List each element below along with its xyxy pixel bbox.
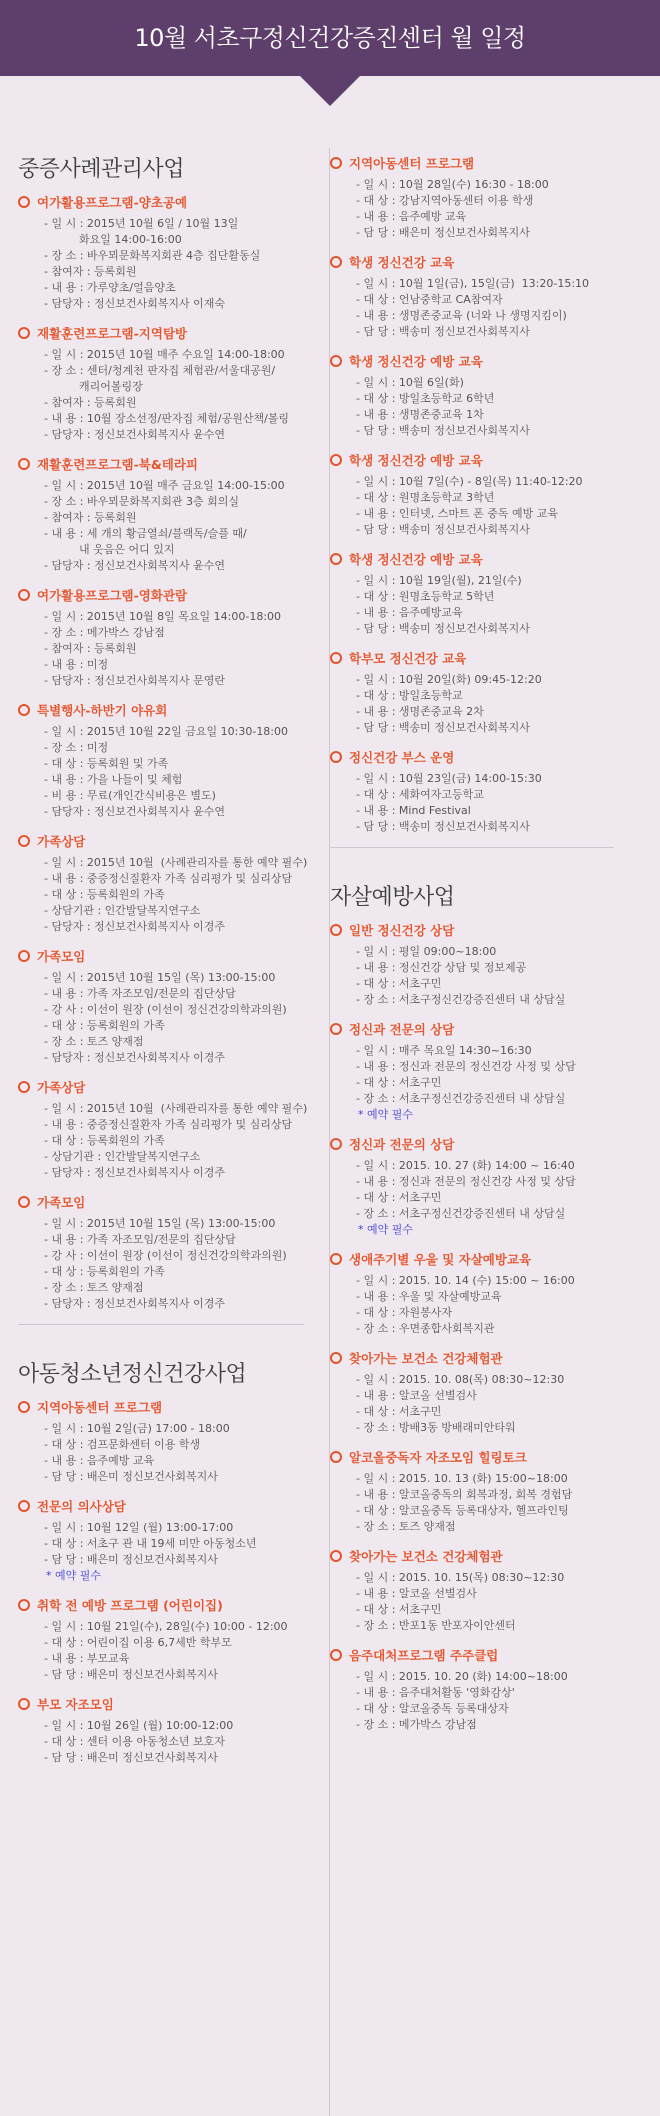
detail-line: - 일 시 : 2015년 10월 15일 (목) 13:00-15:00 bbox=[44, 971, 276, 984]
circle-bullet-icon bbox=[330, 1023, 342, 1035]
program-title bbox=[330, 1135, 620, 1153]
detail-line: - 내 용 : Mind Festival bbox=[356, 804, 471, 817]
detail-line: - 장 소 : 메가박스 강남점 bbox=[356, 1718, 477, 1731]
program-title bbox=[18, 586, 310, 604]
program-title-text: 부모 자조모임 bbox=[37, 1697, 114, 1712]
program-title-text: 여가활용프로그램-영화관람 bbox=[37, 588, 188, 603]
detail-line: - 일 시 : 2015. 10. 14 (수) 15:00 ~ 16:00 bbox=[356, 1274, 575, 1287]
detail-line: - 내 용 : 정신과 전문의 정신건강 사정 및 상담 bbox=[356, 1175, 576, 1188]
program-item bbox=[18, 324, 310, 443]
program-title bbox=[330, 1646, 620, 1664]
program-title bbox=[18, 324, 310, 342]
detail-line: - 내 용 : 가족 자조모임/전문의 집단상담 bbox=[44, 1233, 236, 1246]
circle-bullet-icon bbox=[330, 355, 342, 367]
program-details bbox=[330, 1158, 620, 1238]
detail-line: - 일 시 : 10월 19일(월), 21일(수) bbox=[356, 574, 522, 587]
program-title-text: 취학 전 예방 프로그램 (어린이집) bbox=[37, 1598, 223, 1613]
detail-line: 내 웃음은 어디 있지 bbox=[44, 543, 175, 556]
circle-bullet-icon bbox=[330, 924, 342, 936]
program-title-text: 찾아가는 보건소 건강체험관 bbox=[349, 1351, 503, 1366]
detail-line: - 장 소 : 바우뫼문화복지회관 4층 집단활동실 bbox=[44, 249, 261, 262]
detail-line: - 대 상 : 원명초등학교 3학년 bbox=[356, 491, 495, 504]
program-details bbox=[18, 970, 310, 1066]
program-title-text: 지역아동센터 프로그램 bbox=[37, 1400, 163, 1415]
program-details bbox=[18, 1520, 310, 1584]
program-item bbox=[18, 701, 310, 820]
program-details bbox=[330, 573, 620, 637]
program-details bbox=[18, 855, 310, 935]
detail-line: - 대 상 : 등록회원의 가족 bbox=[44, 1019, 165, 1032]
schedule-columns bbox=[0, 76, 660, 1778]
program-title bbox=[18, 193, 310, 211]
circle-bullet-icon bbox=[330, 256, 342, 268]
section-divider bbox=[330, 847, 614, 848]
circle-bullet-icon bbox=[18, 1196, 30, 1208]
program-item bbox=[330, 352, 620, 439]
program-item bbox=[330, 1250, 620, 1337]
detail-line: - 일 시 : 2015년 10월 22일 금요일 10:30-18:00 bbox=[44, 725, 289, 738]
program-title bbox=[330, 253, 620, 271]
program-item bbox=[18, 1398, 310, 1485]
program-details bbox=[330, 1669, 620, 1733]
detail-line: - 담당자 : 정신보건사회복지사 이재숙 bbox=[44, 297, 226, 310]
program-title bbox=[330, 1547, 620, 1565]
program-title-text: 가족모임 bbox=[37, 949, 86, 964]
program-item bbox=[330, 1135, 620, 1238]
detail-line: - 대 상 : 자원봉사자 bbox=[356, 1306, 453, 1319]
program-title-text: 일반 정신건강 상담 bbox=[349, 923, 455, 938]
circle-bullet-icon bbox=[18, 458, 30, 470]
detail-line: - 대 상 : 서초구민 bbox=[356, 977, 442, 990]
circle-bullet-icon bbox=[18, 196, 30, 208]
detail-line: - 비 용 : 무료(개인간식비용은 별도) bbox=[44, 789, 216, 802]
detail-line: - 장 소 : 서초구정신건강증진센터 내 상담실 bbox=[356, 1092, 566, 1105]
program-title bbox=[18, 947, 310, 965]
program-title bbox=[18, 1398, 310, 1416]
detail-line: - 장 소 : 우면종합사회복지관 bbox=[356, 1322, 495, 1335]
detail-line: - 담 당 : 백송미 정신보건사회복지사 bbox=[356, 721, 530, 734]
circle-bullet-icon bbox=[330, 157, 342, 169]
detail-line: - 대 상 : 알코올중독 등록대상자, 헬프라인팅 bbox=[356, 1504, 569, 1517]
program-title-text: 학생 정신건강 예방 교육 bbox=[349, 453, 483, 468]
detail-line: - 담당자 : 정신보건사회복지사 이경주 bbox=[44, 1297, 226, 1310]
program-item bbox=[18, 947, 310, 1066]
detail-line: - 대 상 : 방일초등학교 6학년 bbox=[356, 392, 495, 405]
program-item bbox=[330, 649, 620, 736]
detail-line: - 장 소 : 토즈 양재점 bbox=[356, 1520, 456, 1533]
detail-line: - 일 시 : 10월 7일(수) - 8일(목) 11:40-12:20 bbox=[356, 475, 583, 488]
program-title bbox=[330, 451, 620, 469]
detail-line: - 일 시 : 2015. 10. 13 (화) 15:00~18:00 bbox=[356, 1472, 568, 1485]
program-item bbox=[330, 1020, 620, 1123]
detail-line: - 내 용 : 알코올 선별검사 bbox=[356, 1389, 477, 1402]
detail-line: - 대 상 : 방일초등학교 bbox=[356, 689, 463, 702]
program-title bbox=[18, 1695, 310, 1713]
detail-line: - 내 용 : 가을 나들이 및 체험 bbox=[44, 773, 183, 786]
program-title bbox=[330, 649, 620, 667]
detail-line: - 장 소 : 바우뫼문화복지회관 3층 회의실 bbox=[44, 495, 240, 508]
program-title bbox=[18, 1596, 310, 1614]
circle-bullet-icon bbox=[330, 1138, 342, 1150]
detail-line: - 내 용 : 정신건강 상담 및 정보제공 bbox=[356, 961, 527, 974]
detail-line: - 담당자 : 정신보건사회복지사 문영란 bbox=[44, 674, 226, 687]
circle-bullet-icon bbox=[330, 454, 342, 466]
page-title: 10월 서초구정신건강증진센터 월 일정 bbox=[134, 24, 526, 52]
detail-line: - 장 소 : 토즈 양재점 bbox=[44, 1035, 144, 1048]
program-details bbox=[18, 1718, 310, 1766]
program-item bbox=[330, 253, 620, 340]
program-details bbox=[18, 724, 310, 820]
detail-line: - 담 당 : 배은미 정신보건사회복지사 bbox=[44, 1470, 218, 1483]
program-title bbox=[330, 154, 620, 172]
detail-line: - 대 상 : 센터 이용 아동청소년 보호자 bbox=[44, 1735, 225, 1748]
detail-line: 화요일 14:00-16:00 bbox=[44, 233, 182, 246]
program-title-text: 음주대처프로그램 주주클럽 bbox=[349, 1648, 499, 1663]
program-details bbox=[18, 1216, 310, 1312]
detail-line: - 내 용 : 음주대처활동 '영화감상' bbox=[356, 1686, 515, 1699]
program-title-text: 가족모임 bbox=[37, 1195, 86, 1210]
detail-line: - 일 시 : 매주 목요일 14:30~16:30 bbox=[356, 1044, 532, 1057]
detail-line: - 참여자 : 등록회원 bbox=[44, 511, 137, 524]
detail-line: - 대 상 : 강남지역아동센터 이용 학생 bbox=[356, 194, 534, 207]
program-details bbox=[330, 1570, 620, 1634]
program-title-text: 여가활용프로그램-양초공예 bbox=[37, 195, 188, 210]
header-banner bbox=[0, 0, 660, 76]
program-title-text: 정신과 전문의 상담 bbox=[349, 1022, 455, 1037]
detail-line: - 대 상 : 알코올중독 등록대상자 bbox=[356, 1702, 509, 1715]
program-details bbox=[330, 1273, 620, 1337]
detail-line: - 내 용 : 알코올중독의 회복과정, 회복 경험담 bbox=[356, 1488, 573, 1501]
detail-line: 캐리어볼링장 bbox=[44, 380, 143, 393]
program-item bbox=[330, 1646, 620, 1733]
detail-line: - 일 시 : 10월 23일(금) 14:00-15:30 bbox=[356, 772, 542, 785]
detail-line: - 담 당 : 백송미 정신보건사회복지사 bbox=[356, 820, 530, 833]
detail-line: - 담당자 : 정신보건사회복지사 윤수연 bbox=[44, 428, 226, 441]
detail-line: - 대 상 : 서초구민 bbox=[356, 1076, 442, 1089]
program-title bbox=[18, 1078, 310, 1096]
program-title-text: 학생 정신건강 교육 bbox=[349, 255, 455, 270]
program-title-text: 정신과 전문의 상담 bbox=[349, 1137, 455, 1152]
detail-line: - 일 시 : 10월 6일(화) bbox=[356, 376, 464, 389]
detail-line: - 내 용 : 우울 및 자살예방교육 bbox=[356, 1290, 502, 1303]
detail-line: - 장 소 : 메가박스 강남점 bbox=[44, 626, 165, 639]
detail-line: - 담 당 : 백송미 정신보건사회복지사 bbox=[356, 325, 530, 338]
detail-line: - 대 상 : 원명초등학교 5학년 bbox=[356, 590, 495, 603]
program-title-text: 가족상담 bbox=[37, 1080, 86, 1095]
section-divider bbox=[18, 1324, 304, 1325]
program-title-text: 알코올중독자 자조모임 힐링토크 bbox=[349, 1450, 527, 1465]
program-title bbox=[18, 701, 310, 719]
circle-bullet-icon bbox=[330, 1451, 342, 1463]
detail-line: - 내 용 : 세 개의 황금열쇠/블랙독/슬플 때/ bbox=[44, 527, 247, 540]
program-title-text: 전문의 의사상담 bbox=[37, 1499, 126, 1514]
detail-line: - 내 용 : 생명존중교육 2차 bbox=[356, 705, 484, 718]
program-details bbox=[330, 1471, 620, 1535]
detail-line: - 대 상 : 검프문화센터 이용 학생 bbox=[44, 1438, 201, 1451]
left-column bbox=[0, 76, 310, 1778]
program-title-text: 학생 정신건강 예방 교육 bbox=[349, 552, 483, 567]
detail-line: - 담당자 : 정신보건사회복지사 이경주 bbox=[44, 920, 226, 933]
circle-bullet-icon bbox=[18, 1698, 30, 1710]
program-details bbox=[18, 478, 310, 574]
detail-line: - 참여자 : 등록회원 bbox=[44, 642, 137, 655]
detail-line: - 내 용 : 가루양초/얼음양초 bbox=[44, 281, 176, 294]
circle-bullet-icon bbox=[18, 327, 30, 339]
program-details bbox=[330, 771, 620, 835]
program-title bbox=[330, 1250, 620, 1268]
detail-line: - 일 시 : 10월 21일(수), 28일(수) 10:00 - 12:00 bbox=[44, 1620, 288, 1633]
detail-line: - 일 시 : 2015. 10. 27 (화) 14:00 ~ 16:40 bbox=[356, 1159, 575, 1172]
detail-line: - 담 당 : 배은미 정신보건사회복지사 bbox=[356, 226, 530, 239]
program-title bbox=[330, 921, 620, 939]
detail-line: - 일 시 : 2015년 10월 매주 수요일 14:00-18:00 bbox=[44, 348, 285, 361]
program-title bbox=[18, 1497, 310, 1515]
program-title bbox=[330, 1020, 620, 1038]
detail-line: - 담 당 : 백송미 정신보건사회복지사 bbox=[356, 622, 530, 635]
program-title bbox=[330, 352, 620, 370]
program-item bbox=[330, 1547, 620, 1634]
detail-line: - 강 사 : 이선이 원장 (이선이 정신건강의학과의원) bbox=[44, 1249, 287, 1262]
program-title bbox=[18, 1193, 310, 1211]
program-details bbox=[18, 347, 310, 443]
program-item bbox=[330, 154, 620, 241]
detail-line: - 담 당 : 배은미 정신보건사회복지사 bbox=[44, 1668, 218, 1681]
circle-bullet-icon bbox=[330, 652, 342, 664]
program-details bbox=[18, 216, 310, 312]
detail-line: - 담 당 : 백송미 정신보건사회복지사 bbox=[356, 523, 530, 536]
program-item bbox=[18, 1078, 310, 1181]
detail-line: - 일 시 : 10월 20일(화) 09:45-12:20 bbox=[356, 673, 542, 686]
circle-bullet-icon bbox=[330, 1550, 342, 1562]
circle-bullet-icon bbox=[18, 1401, 30, 1413]
circle-bullet-icon bbox=[18, 589, 30, 601]
detail-line: - 장 소 : 센터/청계천 판자집 체험관/서울대공원/ bbox=[44, 364, 276, 377]
program-title bbox=[330, 550, 620, 568]
detail-line: - 장 소 : 반포1동 반포자이안센터 bbox=[356, 1619, 516, 1632]
program-title-text: 특별행사-하반기 야유회 bbox=[37, 703, 168, 718]
detail-line: - 일 시 : 10월 26일 (월) 10:00-12:00 bbox=[44, 1719, 234, 1732]
detail-line: - 대 상 : 등록회원의 가족 bbox=[44, 1265, 165, 1278]
program-item bbox=[330, 1448, 620, 1535]
detail-line: - 일 시 : 2015. 10. 08(목) 08:30~12:30 bbox=[356, 1373, 565, 1386]
detail-line: - 대 상 : 서초구민 bbox=[356, 1405, 442, 1418]
circle-bullet-icon bbox=[18, 1081, 30, 1093]
circle-bullet-icon bbox=[18, 835, 30, 847]
detail-line: - 일 시 : 2015년 10월 6일 / 10월 13일 bbox=[44, 217, 239, 230]
circle-bullet-icon bbox=[330, 751, 342, 763]
program-details bbox=[330, 375, 620, 439]
program-title-text: 생애주기별 우울 및 자살예방교육 bbox=[349, 1252, 532, 1267]
program-details bbox=[330, 1043, 620, 1123]
program-title-text: 학생 정신건강 예방 교육 bbox=[349, 354, 483, 369]
detail-line: - 대 상 : 서초구민 bbox=[356, 1603, 442, 1616]
detail-line: - 내 용 : 생명존중교육 1차 bbox=[356, 408, 484, 421]
detail-line: - 장 소 : 미정 bbox=[44, 741, 109, 754]
detail-line: - 내 용 : 미정 bbox=[44, 658, 109, 671]
program-details bbox=[330, 474, 620, 538]
detail-line: - 일 시 : 2015년 10월 (사례관리자를 통한 예약 필수) bbox=[44, 1102, 308, 1115]
detail-line: - 담당자 : 정신보건사회복지사 이경주 bbox=[44, 1051, 226, 1064]
detail-line: - 담당자 : 정신보건사회복지사 윤수연 bbox=[44, 559, 226, 572]
program-item bbox=[18, 1497, 310, 1584]
detail-line: - 담 당 : 배은미 정신보건사회복지사 bbox=[44, 1751, 218, 1764]
column-divider bbox=[329, 148, 330, 2116]
program-details bbox=[18, 609, 310, 689]
detail-line: - 내 용 : 생명존중교육 (너와 나 생명지킴이) bbox=[356, 309, 567, 322]
detail-line: - 대 상 : 등록회원의 가족 bbox=[44, 1134, 165, 1147]
detail-line: - 담 당 : 백송미 정신보건사회복지사 bbox=[356, 424, 530, 437]
program-item bbox=[18, 193, 310, 312]
program-item bbox=[330, 550, 620, 637]
circle-bullet-icon bbox=[330, 1253, 342, 1265]
detail-line: - 일 시 : 10월 1일(금), 15일(금) 13:20-15:10 bbox=[356, 277, 590, 290]
program-title-text: 학부모 정신건강 교육 bbox=[349, 651, 467, 666]
program-title-text: 지역아동센터 프로그램 bbox=[349, 156, 475, 171]
circle-bullet-icon bbox=[18, 704, 30, 716]
section-title: 아동청소년정신건강사업 bbox=[18, 1362, 247, 1387]
detail-line: - 일 시 : 10월 28일(수) 16:30 - 18:00 bbox=[356, 178, 549, 191]
circle-bullet-icon bbox=[18, 950, 30, 962]
program-title-text: 가족상담 bbox=[37, 834, 86, 849]
detail-line: - 대 상 : 언남중학교 CA참여자 bbox=[356, 293, 503, 306]
detail-line: - 담당자 : 정신보건사회복지사 이경주 bbox=[44, 1166, 226, 1179]
detail-line: - 대 상 : 등록회원의 가족 bbox=[44, 888, 165, 901]
section-title: 자살예방사업 bbox=[330, 885, 455, 910]
detail-line: - 대 상 : 세화여자고등학교 bbox=[356, 788, 484, 801]
program-item bbox=[330, 921, 620, 1008]
program-item bbox=[330, 748, 620, 835]
circle-bullet-icon bbox=[18, 1599, 30, 1611]
detail-line: - 내 용 : 중증정신질환자 가족 심리평가 및 심리상담 bbox=[44, 872, 293, 885]
program-details bbox=[330, 672, 620, 736]
circle-bullet-icon bbox=[330, 553, 342, 565]
program-title bbox=[18, 455, 310, 473]
reservation-note: * 예약 필수 bbox=[46, 1569, 101, 1582]
reservation-note: * 예약 필수 bbox=[358, 1223, 413, 1236]
detail-line: - 대 상 : 서초구민 bbox=[356, 1191, 442, 1204]
reservation-note: * 예약 필수 bbox=[358, 1108, 413, 1121]
detail-line: - 일 시 : 평일 09:00~18:00 bbox=[356, 945, 497, 958]
detail-line: - 참여자 : 등록회원 bbox=[44, 396, 137, 409]
program-title bbox=[330, 1349, 620, 1367]
program-details bbox=[18, 1101, 310, 1181]
detail-line: - 내 용 : 음주예방 교육 bbox=[44, 1454, 155, 1467]
detail-line: - 장 소 : 방배3동 방배래미안타워 bbox=[356, 1421, 516, 1434]
program-details bbox=[18, 1619, 310, 1683]
program-title bbox=[330, 1448, 620, 1466]
detail-line: - 일 시 : 2015년 10월 (사례관리자를 통한 예약 필수) bbox=[44, 856, 308, 869]
detail-line: - 장 소 : 토즈 양재점 bbox=[44, 1281, 144, 1294]
detail-line: - 내 용 : 음주예방 교육 bbox=[356, 210, 467, 223]
section-title: 중증사례관리사업 bbox=[18, 157, 185, 182]
detail-line: - 내 용 : 중증정신질환자 가족 심리평가 및 심리상담 bbox=[44, 1118, 293, 1131]
program-title-text: 재활훈련프로그램-북&테라피 bbox=[37, 457, 198, 472]
detail-line: - 내 용 : 부모교육 bbox=[44, 1652, 130, 1665]
detail-line: - 상담기관 : 인간발달복지연구소 bbox=[44, 1150, 201, 1163]
detail-line: - 일 시 : 2015년 10월 매주 금요일 14:00-15:00 bbox=[44, 479, 285, 492]
detail-line: - 장 소 : 서초구정신건강증진센터 내 상담실 bbox=[356, 993, 566, 1006]
program-item bbox=[330, 1349, 620, 1436]
detail-line: - 담 당 : 배은미 정신보건사회복지사 bbox=[44, 1553, 218, 1566]
detail-line: - 내 용 : 가족 자조모임/전문의 집단상담 bbox=[44, 987, 236, 1000]
detail-line: - 일 시 : 10월 12일 (월) 13:00-17:00 bbox=[44, 1521, 234, 1534]
detail-line: - 대 상 : 어린이집 이용 6,7세반 학부모 bbox=[44, 1636, 232, 1649]
program-item bbox=[18, 1596, 310, 1683]
right-column bbox=[310, 76, 620, 1778]
detail-line: - 일 시 : 2015년 10월 8일 목요일 14:00-18:00 bbox=[44, 610, 282, 623]
program-item bbox=[18, 586, 310, 689]
program-details bbox=[330, 1372, 620, 1436]
program-item bbox=[18, 1193, 310, 1312]
program-title bbox=[330, 748, 620, 766]
detail-line: - 일 시 : 2015년 10월 15일 (목) 13:00-15:00 bbox=[44, 1217, 276, 1230]
program-details bbox=[18, 1421, 310, 1485]
program-title-text: 정신건강 부스 운영 bbox=[349, 750, 455, 765]
detail-line: - 대 상 : 서초구 관 내 19세 미만 아동청소년 bbox=[44, 1537, 257, 1550]
program-item bbox=[18, 832, 310, 935]
detail-line: - 내 용 : 정신과 전문의 정신건강 사정 및 상담 bbox=[356, 1060, 576, 1073]
detail-line: - 내 용 : 인터넷, 스마트 폰 중독 예방 교육 bbox=[356, 507, 559, 520]
detail-line: - 내 용 : 알코올 선별검사 bbox=[356, 1587, 477, 1600]
detail-line: - 대 상 : 등록회원 및 가족 bbox=[44, 757, 169, 770]
detail-line: - 참여자 : 등록회원 bbox=[44, 265, 137, 278]
detail-line: - 일 시 : 2015. 10. 20 (화) 14:00~18:00 bbox=[356, 1670, 568, 1683]
program-item bbox=[18, 1695, 310, 1766]
detail-line: - 내 용 : 음주예방교육 bbox=[356, 606, 463, 619]
circle-bullet-icon bbox=[330, 1352, 342, 1364]
circle-bullet-icon bbox=[18, 1500, 30, 1512]
program-title-text: 재활훈련프로그램-지역탐방 bbox=[37, 326, 188, 341]
circle-bullet-icon bbox=[330, 1649, 342, 1661]
program-details bbox=[330, 177, 620, 241]
detail-line: - 강 사 : 이선이 원장 (이선이 정신건강의학과의원) bbox=[44, 1003, 287, 1016]
program-title bbox=[18, 832, 310, 850]
program-item bbox=[330, 451, 620, 538]
detail-line: - 담당자 : 정신보건사회복지사 윤수연 bbox=[44, 805, 226, 818]
detail-line: - 일 시 : 10월 2일(금) 17:00 - 18:00 bbox=[44, 1422, 230, 1435]
detail-line: - 상담기관 : 인간발달복지연구소 bbox=[44, 904, 201, 917]
program-details bbox=[330, 944, 620, 1008]
program-item bbox=[18, 455, 310, 574]
detail-line: - 일 시 : 2015. 10. 15(목) 08:30~12:30 bbox=[356, 1571, 565, 1584]
detail-line: - 내 용 : 10월 장소선정/판자집 체험/공원산책/볼링 bbox=[44, 412, 290, 425]
program-title-text: 찾아가는 보건소 건강체험관 bbox=[349, 1549, 503, 1564]
detail-line: - 장 소 : 서초구정신건강증진센터 내 상담실 bbox=[356, 1207, 566, 1220]
program-details bbox=[330, 276, 620, 340]
